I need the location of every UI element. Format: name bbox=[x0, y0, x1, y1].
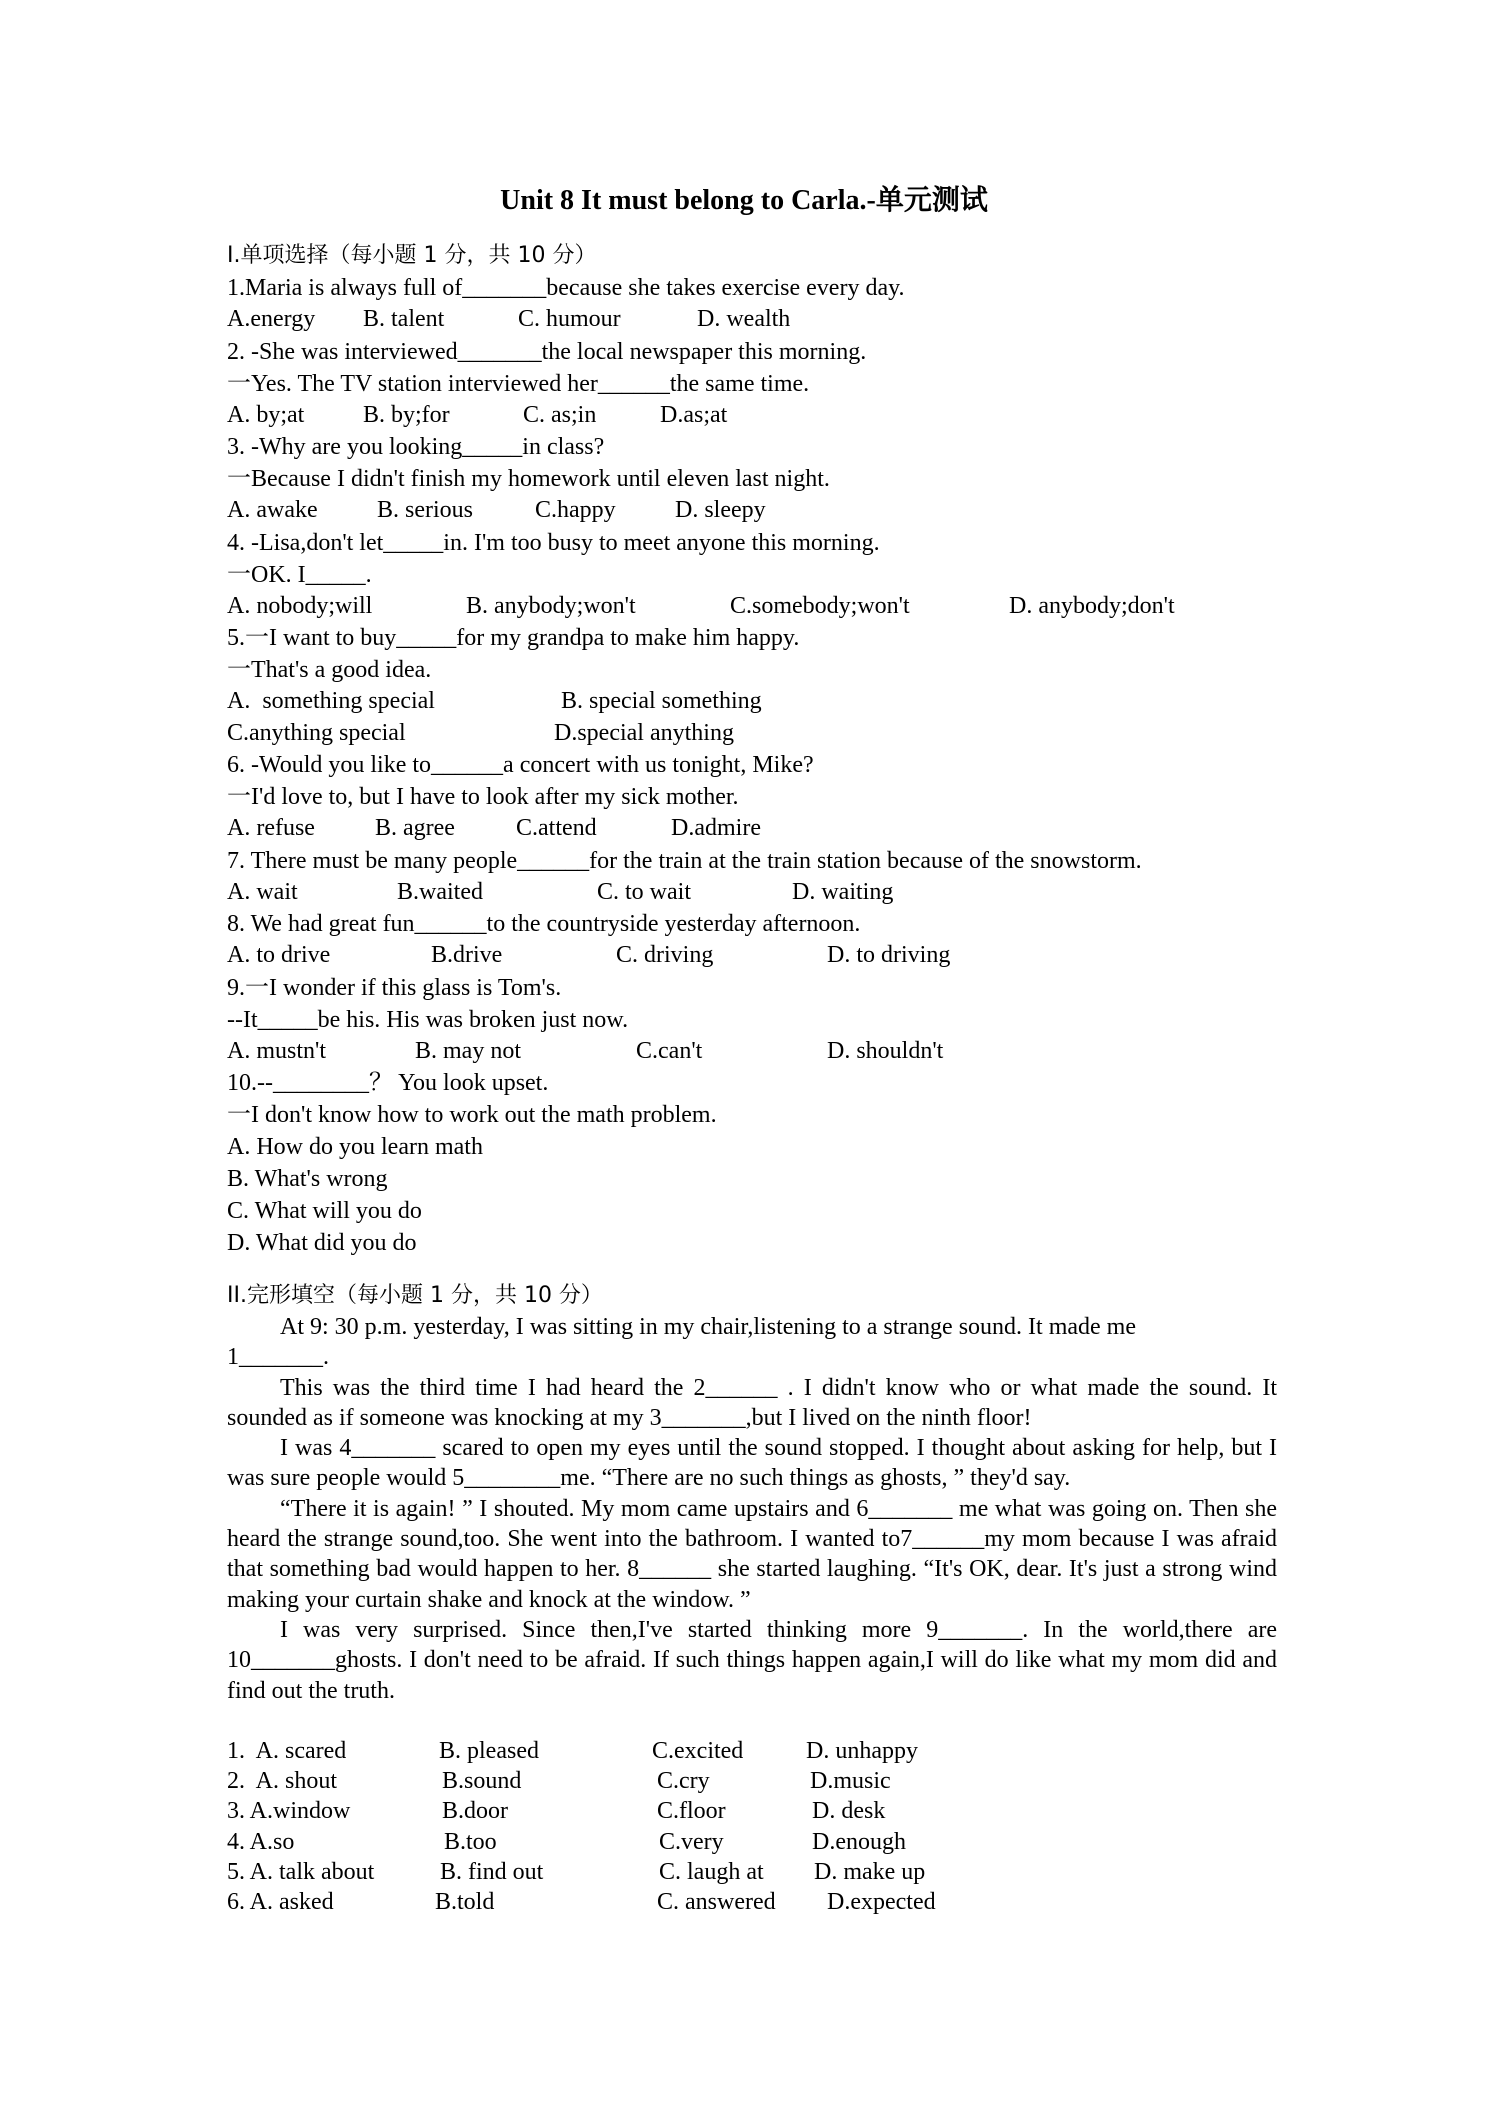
passage-paragraph: 1_______. bbox=[227, 1344, 329, 1371]
question-stem: 4. -Lisa,don't let_____in. I'm too busy to meet anyone this morning. bbox=[227, 529, 880, 556]
question-stem: 3. -Why are you looking_____in class? bbox=[227, 434, 605, 460]
question-stem: 1.Maria is always full of_______because she takes exercise every day. bbox=[227, 275, 905, 301]
option-c: C.floor bbox=[657, 1798, 726, 1825]
option-row bbox=[227, 877, 1277, 909]
passage-paragraph: I was very surprised. Since then,I've started thinking more 9_______. In the world,there are 10_______ghosts. I don't need to be afraid. If such things happen again,I will do like what my mom did and find out the truth. bbox=[227, 1616, 1277, 1704]
option-row bbox=[227, 813, 1277, 845]
option-row bbox=[227, 686, 1277, 718]
option-d: D. What did you do bbox=[227, 1230, 417, 1256]
option-d: D. to driving bbox=[827, 942, 951, 968]
option-b: B.waited bbox=[397, 878, 483, 905]
option-a: A. How do you learn math bbox=[227, 1134, 483, 1160]
option-a: 3. A.window bbox=[227, 1798, 351, 1825]
option-c: C.excited bbox=[652, 1738, 744, 1764]
option-d: D. desk bbox=[812, 1798, 886, 1825]
option-c: C.anything special bbox=[227, 719, 406, 746]
option-a: A. refuse bbox=[227, 815, 315, 841]
option-d: D.music bbox=[810, 1768, 891, 1795]
option-b: B. by;for bbox=[363, 401, 450, 428]
question-stem: 7. There must be many people______for the train at the train station because of the snowstorm. bbox=[227, 847, 1142, 874]
cloze-passage bbox=[227, 1312, 1277, 1706]
option-row bbox=[227, 495, 1277, 527]
option-c: C.attend bbox=[516, 815, 597, 841]
option-row bbox=[227, 1857, 1277, 1887]
option-a: A.energy bbox=[227, 306, 316, 332]
option-row bbox=[227, 400, 1277, 432]
option-d: D. sleepy bbox=[675, 497, 766, 523]
option-d: D. wealth bbox=[697, 306, 791, 332]
question-reply: 一Because I didn't finish my homework until eleven last night. bbox=[227, 466, 830, 492]
option-b: B.door bbox=[442, 1798, 508, 1825]
option-d: D.admire bbox=[671, 815, 761, 841]
option-c: C. to wait bbox=[597, 878, 691, 905]
option-a: A. to drive bbox=[227, 942, 331, 968]
option-a: 1. A. scared bbox=[227, 1738, 347, 1764]
option-d: D. shouldn't bbox=[827, 1037, 944, 1064]
option-b: B. serious bbox=[377, 497, 473, 523]
cloze-options bbox=[227, 1736, 1277, 1917]
option-row bbox=[227, 940, 1277, 972]
option-b: B. may not bbox=[415, 1037, 521, 1064]
question-stem: 6. -Would you like to______a concert with us tonight, Mike? bbox=[227, 752, 814, 778]
option-row bbox=[227, 718, 1277, 750]
option-b: B.sound bbox=[442, 1768, 522, 1795]
option-b: B. agree bbox=[375, 815, 455, 841]
option-c: C. What will you do bbox=[227, 1198, 422, 1224]
option-b: B. What's wrong bbox=[227, 1166, 388, 1192]
option-d: D.enough bbox=[812, 1828, 906, 1855]
passage-paragraph: At 9: 30 p.m. yesterday, I was sitting in my chair,listening to a strange sound. It made me bbox=[280, 1314, 1136, 1340]
question-reply: 一I don't know how to work out the math problem. bbox=[227, 1102, 717, 1128]
option-c: C.somebody;won't bbox=[730, 592, 910, 619]
option-row bbox=[227, 1736, 1277, 1766]
option-d: D. unhappy bbox=[806, 1738, 918, 1764]
passage-paragraph: I was 4_______ scared to open my eyes until the sound stopped. I thought about asking for help, but I was sure people would 5________me. “There are no such things as ghosts, ” they'd say. bbox=[227, 1435, 1277, 1492]
option-b: B.too bbox=[444, 1828, 497, 1855]
option-row bbox=[227, 1036, 1277, 1068]
section-multiple-choice bbox=[227, 240, 1277, 1259]
option-d: D. make up bbox=[814, 1858, 926, 1885]
option-b: B. talent bbox=[363, 306, 445, 332]
option-a: A. awake bbox=[227, 497, 318, 523]
option-c: C. as;in bbox=[523, 401, 597, 428]
option-a: 6. A. asked bbox=[227, 1888, 334, 1915]
option-a: A. something special bbox=[227, 688, 435, 714]
option-b: B.told bbox=[435, 1888, 495, 1915]
question-reply: 一Yes. The TV station interviewed her______the same time. bbox=[227, 370, 810, 397]
option-row bbox=[227, 304, 1277, 336]
option-c: C.very bbox=[659, 1828, 724, 1855]
question-reply: 一OK. I_____. bbox=[227, 561, 372, 588]
option-a: A. nobody;will bbox=[227, 592, 373, 619]
question-stem: 5.一I want to buy_____for my grandpa to make him happy. bbox=[227, 625, 800, 651]
passage-paragraph: “There it is again! ” I shouted. My mom came upstairs and 6_______ me what was going on. Then she heard the strange sound,too. She went into the bathroom. I wanted to7______my mom because I was afraid that something bad would happen to her. 8______ she started laughing. “It's OK, dear. It's just a strong wind making your curtain shake and knock at the window. ” bbox=[227, 1495, 1277, 1613]
section-heading: I.单项选择（每小题 1 分，共 10 分） bbox=[227, 243, 597, 268]
option-c: C. driving bbox=[616, 942, 714, 968]
question-reply: 一That's a good idea. bbox=[227, 657, 432, 683]
option-b: B. pleased bbox=[439, 1738, 539, 1764]
option-b: B. find out bbox=[440, 1858, 544, 1885]
option-row bbox=[227, 1827, 1277, 1857]
option-b: B. anybody;won't bbox=[466, 592, 636, 619]
option-a: 2. A. shout bbox=[227, 1768, 338, 1795]
option-a: 4. A.so bbox=[227, 1828, 295, 1855]
option-c: C. laugh at bbox=[659, 1858, 764, 1885]
option-c: C.cry bbox=[657, 1768, 710, 1795]
option-c: C.happy bbox=[535, 497, 616, 523]
question-reply: --It_____be his. His was broken just now. bbox=[227, 1006, 629, 1033]
section-cloze bbox=[227, 1280, 1277, 1706]
option-d: D. anybody;don't bbox=[1009, 592, 1175, 619]
option-row bbox=[227, 1796, 1277, 1826]
option-d: D.expected bbox=[827, 1888, 936, 1915]
question-stem: 2. -She was interviewed_______the local newspaper this morning. bbox=[227, 338, 867, 365]
page-title: Unit 8 It must belong to Carla.-单元测试 bbox=[500, 185, 988, 216]
question-reply: 一I'd love to, but I have to look after my sick mother. bbox=[227, 784, 739, 810]
question-stem: 10.--________？ You look upset. bbox=[227, 1070, 549, 1096]
option-b: B. special something bbox=[561, 688, 762, 714]
option-c: C. humour bbox=[518, 306, 621, 332]
passage-paragraph: This was the third time I had heard the 2______ . I didn't know who or what made the sound. It sounded as if someone was knocking at my 3_______,but I lived on the ninth floor! bbox=[227, 1374, 1277, 1431]
option-d: D.special anything bbox=[554, 719, 734, 746]
option-a: A. mustn't bbox=[227, 1037, 326, 1064]
option-d: D.as;at bbox=[660, 401, 728, 428]
option-row bbox=[227, 1766, 1277, 1796]
option-a: A. by;at bbox=[227, 401, 305, 428]
question-stem: 8. We had great fun______to the countryside yesterday afternoon. bbox=[227, 911, 861, 937]
option-b: B.drive bbox=[431, 942, 503, 968]
option-a: 5. A. talk about bbox=[227, 1858, 375, 1885]
option-d: D. waiting bbox=[792, 878, 894, 905]
option-c: C. answered bbox=[657, 1888, 776, 1915]
section-heading: II.完形填空（每小题 1 分，共 10 分） bbox=[227, 1283, 603, 1308]
question-stem: 9.一I wonder if this glass is Tom's. bbox=[227, 974, 562, 1001]
option-row bbox=[227, 1887, 1277, 1917]
option-c: C.can't bbox=[636, 1037, 703, 1064]
option-a: A. wait bbox=[227, 878, 298, 905]
option-row bbox=[227, 591, 1277, 623]
